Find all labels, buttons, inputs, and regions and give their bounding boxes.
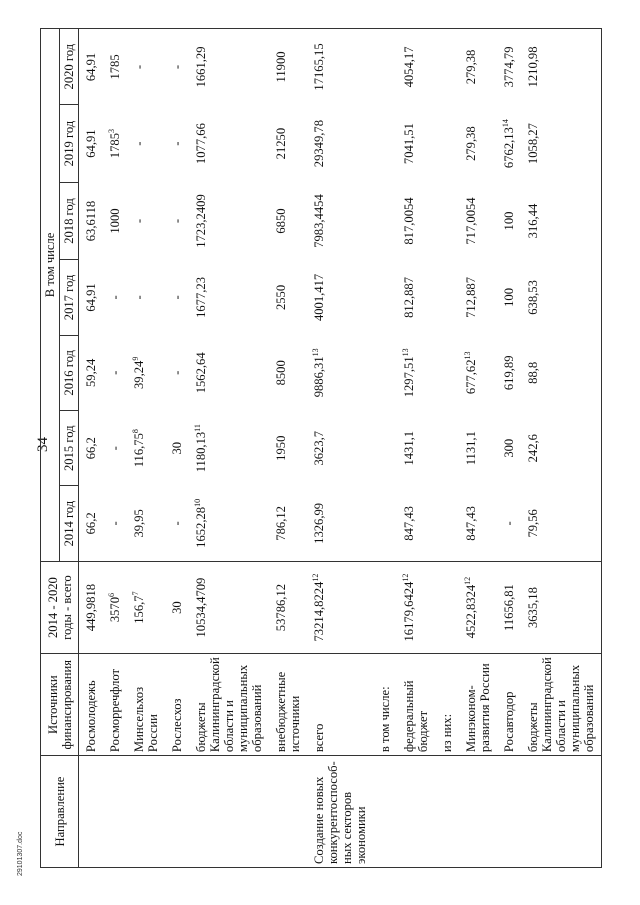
value-cell — [165, 182, 189, 259]
value-cell — [459, 260, 497, 335]
value-text: - — [170, 295, 184, 300]
value-cell — [189, 486, 269, 561]
table-row — [435, 29, 459, 868]
value-text: 39,95 — [132, 509, 146, 538]
value-text: 1058,27 — [526, 123, 540, 165]
value-cell — [397, 561, 435, 653]
table-row — [269, 29, 307, 868]
value-text: 1000 — [108, 208, 122, 234]
value-cell — [435, 105, 459, 182]
source-cell: бюджеты Калининградской области и муниципальных образований — [521, 654, 602, 756]
direction-cell — [459, 756, 497, 868]
table-row — [397, 29, 435, 868]
value-cell — [435, 335, 459, 410]
value-cell — [165, 29, 189, 105]
footnote-ref: 7 — [130, 591, 140, 596]
table-row — [189, 29, 269, 868]
value-cell — [521, 260, 602, 335]
value-cell — [103, 182, 127, 259]
value-text: 316,44 — [526, 203, 540, 239]
table-row — [165, 29, 189, 868]
value-cell — [397, 486, 435, 561]
footnote-ref: 13 — [462, 351, 472, 360]
value-cell — [497, 182, 521, 259]
table-row — [79, 29, 104, 868]
value-text: 88,8 — [526, 361, 540, 384]
value-cell — [189, 260, 269, 335]
footnote-ref: 13 — [400, 348, 410, 357]
header-direction: Направление — [41, 756, 79, 868]
value-text: 156,7 — [132, 595, 146, 624]
header-2018: 2018 год — [60, 182, 79, 259]
value-cell — [79, 29, 104, 105]
value-cell — [269, 105, 307, 182]
source-cell: всего — [307, 654, 373, 756]
value-cell — [79, 486, 104, 561]
value-cell — [397, 260, 435, 335]
value-text: 712,887 — [464, 276, 478, 318]
value-cell — [373, 260, 397, 335]
value-cell — [103, 335, 127, 410]
value-text: 30 — [170, 441, 184, 455]
value-cell — [269, 335, 307, 410]
footnote-ref: 8 — [130, 429, 140, 434]
value-cell — [307, 486, 373, 561]
value-cell — [497, 335, 521, 410]
value-cell — [127, 486, 165, 561]
value-text: 1562,64 — [194, 352, 208, 394]
value-text: 1677,23 — [194, 276, 208, 318]
value-cell — [459, 411, 497, 486]
value-cell — [521, 29, 602, 105]
footnote-ref: 12 — [310, 573, 320, 582]
value-text: 2550 — [274, 284, 288, 311]
direction-cell: Создание новых конкурентоспособ-ных секторов экономики — [307, 756, 373, 868]
value-text: - — [132, 295, 146, 300]
value-cell — [373, 411, 397, 486]
value-cell — [127, 29, 165, 105]
footnote-ref: 11 — [192, 424, 202, 432]
value-text: 1131,1 — [464, 431, 478, 466]
header-2020: 2020 год — [60, 29, 79, 105]
value-text: 1326,99 — [312, 502, 326, 544]
source-cell: внебюджетные источники — [269, 654, 307, 756]
page-number: 34 — [35, 437, 51, 452]
header-2016: 2016 год — [60, 335, 79, 410]
header-2019: 2019 год — [60, 105, 79, 182]
value-text: 3623,7 — [312, 430, 326, 466]
value-cell — [521, 486, 602, 561]
value-cell — [307, 335, 373, 410]
value-text: 1661,29 — [194, 46, 208, 88]
value-cell — [269, 260, 307, 335]
value-cell — [79, 561, 104, 653]
footnote-ref: 3 — [106, 129, 116, 133]
source-cell: Росмолодежь — [79, 654, 104, 756]
value-cell — [397, 411, 435, 486]
table-row — [373, 29, 397, 868]
direction-cell — [165, 756, 189, 868]
value-cell — [79, 260, 104, 335]
value-cell — [165, 486, 189, 561]
value-cell — [79, 105, 104, 182]
value-text: 4054,17 — [402, 46, 416, 88]
value-text: 64,91 — [84, 283, 98, 312]
value-cell — [103, 29, 127, 105]
value-cell — [165, 260, 189, 335]
value-cell — [307, 105, 373, 182]
value-cell — [459, 335, 497, 410]
value-text: 786,12 — [274, 506, 288, 541]
value-text: 847,43 — [402, 506, 416, 541]
value-cell — [521, 335, 602, 410]
value-cell — [397, 182, 435, 259]
value-cell — [459, 105, 497, 182]
value-cell — [521, 411, 602, 486]
value-cell — [307, 182, 373, 259]
value-cell — [459, 486, 497, 561]
source-cell: Минсельхоз России — [127, 654, 165, 756]
value-cell — [459, 182, 497, 259]
value-cell — [497, 105, 521, 182]
value-text: 21250 — [274, 127, 288, 160]
value-cell — [189, 182, 269, 259]
value-text: - — [170, 64, 184, 70]
value-text: 64,91 — [84, 52, 98, 82]
source-cell: в том числе: — [373, 654, 397, 756]
value-cell — [497, 411, 521, 486]
value-cell — [435, 260, 459, 335]
value-text: 677,62 — [464, 359, 478, 395]
value-text: 3570 — [108, 596, 122, 623]
value-cell — [127, 561, 165, 653]
table-body — [79, 29, 602, 868]
value-cell — [397, 335, 435, 410]
rotated-table-container — [40, 28, 620, 868]
value-text: 59,24 — [84, 358, 98, 387]
value-cell — [307, 260, 373, 335]
value-cell — [373, 29, 397, 105]
value-text: 638,53 — [526, 280, 540, 315]
value-cell — [521, 105, 602, 182]
footnote-ref: 12 — [400, 573, 410, 582]
value-text: - — [132, 218, 146, 224]
value-text: 449,9818 — [84, 583, 98, 632]
value-cell — [373, 486, 397, 561]
value-cell — [127, 411, 165, 486]
value-text: 39,24 — [132, 360, 146, 389]
value-text: 11656,81 — [502, 584, 516, 631]
value-cell — [459, 29, 497, 105]
header-2015: 2015 год — [60, 411, 79, 486]
value-text: 812,887 — [402, 276, 416, 318]
value-text: - — [132, 64, 146, 70]
value-text: 100 — [502, 287, 516, 307]
direction-cell — [497, 756, 521, 868]
value-cell — [165, 105, 189, 182]
value-cell — [497, 486, 521, 561]
value-cell — [189, 411, 269, 486]
value-text: 1652,28 — [194, 506, 208, 548]
value-cell — [103, 411, 127, 486]
direction-cell — [435, 756, 459, 868]
footnote-ref: 9 — [130, 356, 140, 361]
value-text: 1297,51 — [402, 356, 416, 398]
value-cell — [127, 260, 165, 335]
table-row — [459, 29, 497, 868]
value-text: 7041,51 — [402, 123, 416, 165]
value-text: 64,91 — [84, 129, 98, 158]
value-text: 279,38 — [464, 126, 478, 161]
value-text: - — [108, 521, 122, 526]
value-cell — [103, 561, 127, 653]
value-text: 279,38 — [464, 49, 478, 85]
header-in-that: В том числе — [41, 29, 60, 562]
value-text: - — [170, 218, 184, 224]
value-text: 11900 — [274, 51, 288, 83]
value-text: 1950 — [274, 435, 288, 461]
value-cell — [189, 29, 269, 105]
table-row — [521, 29, 602, 868]
financing-table — [40, 28, 602, 868]
value-text: 29349,78 — [312, 119, 326, 168]
footnote-ref: 10 — [192, 498, 202, 507]
value-cell — [373, 182, 397, 259]
footnote-ref: 14 — [500, 119, 510, 128]
source-cell: из них: — [435, 654, 459, 756]
value-cell — [397, 29, 435, 105]
source-cell: федеральный бюджет — [397, 654, 435, 756]
value-text: 4001,417 — [312, 273, 326, 322]
footnote-ref: 13 — [310, 348, 320, 357]
value-text: 1077,66 — [194, 123, 208, 165]
value-cell — [165, 335, 189, 410]
value-text: - — [108, 446, 122, 451]
value-cell — [435, 182, 459, 259]
value-text: 1785 — [108, 54, 122, 80]
value-text: 847,43 — [464, 506, 478, 541]
value-cell — [497, 29, 521, 105]
value-cell — [269, 29, 307, 105]
value-cell — [79, 335, 104, 410]
value-cell — [269, 561, 307, 653]
table-row — [307, 29, 373, 868]
value-cell — [307, 29, 373, 105]
value-cell — [189, 561, 269, 653]
header-total: 2014 - 2020 годы - всего — [41, 561, 79, 653]
value-cell — [189, 335, 269, 410]
value-text: 79,56 — [526, 509, 540, 538]
table-row — [103, 29, 127, 868]
header-2017: 2017 год — [60, 260, 79, 335]
value-text: 1785 — [108, 133, 122, 159]
value-text: 100 — [502, 211, 516, 231]
value-text: 1431,1 — [402, 430, 416, 466]
footnote-ref: 6 — [106, 592, 116, 597]
source-cell: Минэконом-развития России — [459, 654, 497, 756]
direction-cell — [269, 756, 307, 868]
direction-cell — [521, 756, 602, 868]
direction-cell — [397, 756, 435, 868]
value-cell — [269, 411, 307, 486]
value-cell — [165, 411, 189, 486]
value-cell — [435, 29, 459, 105]
source-cell: бюджеты Калининградской области и муниципальных образований — [189, 654, 269, 756]
value-text: 53786,12 — [274, 583, 288, 632]
value-cell — [307, 561, 373, 653]
value-text: 30 — [170, 601, 184, 614]
value-text: 8500 — [274, 360, 288, 386]
header-2014: 2014 год — [60, 486, 79, 561]
value-cell — [103, 260, 127, 335]
value-text: 17165,15 — [312, 43, 326, 91]
table-row — [127, 29, 165, 868]
value-text: 116,75 — [132, 433, 146, 468]
direction-cell — [79, 756, 104, 868]
value-text: 1723,2409 — [194, 194, 208, 248]
value-text: 717,0054 — [464, 197, 478, 245]
value-text: - — [170, 370, 184, 375]
footer-doc-code: 29101307.doc — [17, 831, 24, 876]
value-text: 63,6118 — [84, 200, 98, 242]
value-cell — [103, 486, 127, 561]
value-text: 7983,4454 — [312, 194, 326, 248]
header-source: Источники финансирования — [41, 654, 79, 756]
value-cell — [165, 561, 189, 653]
source-cell: Рослесхоз — [165, 654, 189, 756]
value-cell — [521, 561, 602, 653]
value-cell — [127, 182, 165, 259]
value-text: - — [108, 370, 122, 375]
value-text: 1180,13 — [194, 431, 208, 473]
value-text: 73214,8224 — [312, 581, 326, 642]
source-cell: Росморречфлот — [103, 654, 127, 756]
value-text: 66,2 — [84, 437, 98, 460]
value-cell — [373, 561, 397, 653]
value-text: 10534,4709 — [194, 577, 208, 638]
value-cell — [269, 182, 307, 259]
value-text: 4522,8324 — [464, 584, 478, 639]
value-text: 3774,79 — [502, 46, 516, 88]
value-cell — [497, 260, 521, 335]
value-cell — [435, 486, 459, 561]
value-text: 619,89 — [502, 355, 516, 391]
value-text: 66,2 — [84, 512, 98, 535]
value-text: 817,0054 — [402, 197, 416, 245]
value-cell — [189, 105, 269, 182]
value-text: 6850 — [274, 208, 288, 234]
value-text: - — [170, 141, 184, 146]
value-cell — [521, 182, 602, 259]
value-cell — [397, 105, 435, 182]
value-text: 9886,31 — [312, 356, 326, 398]
value-text: - — [108, 295, 122, 300]
value-cell — [103, 105, 127, 182]
value-cell — [459, 561, 497, 653]
value-cell — [497, 561, 521, 653]
value-text: 242,6 — [526, 434, 540, 463]
value-cell — [435, 561, 459, 653]
value-cell — [435, 411, 459, 486]
value-cell — [127, 105, 165, 182]
value-text: - — [502, 521, 516, 526]
direction-cell — [189, 756, 269, 868]
value-text: 1210,98 — [526, 46, 540, 88]
value-cell — [373, 335, 397, 410]
source-cell: Росавтодор — [497, 654, 521, 756]
value-cell — [79, 411, 104, 486]
value-cell — [127, 335, 165, 410]
direction-cell — [103, 756, 127, 868]
value-text: - — [132, 141, 146, 146]
value-cell — [373, 105, 397, 182]
value-cell — [79, 182, 104, 259]
value-text: 6762,13 — [502, 127, 516, 169]
value-text: 16179,6424 — [402, 581, 416, 642]
footnote-ref: 12 — [462, 576, 472, 585]
table-row — [497, 29, 521, 868]
value-text: 300 — [502, 438, 516, 458]
value-cell — [269, 486, 307, 561]
direction-cell — [373, 756, 397, 868]
direction-cell — [127, 756, 165, 868]
value-cell — [307, 411, 373, 486]
value-text: 3635,18 — [526, 587, 540, 629]
value-text: - — [170, 521, 184, 526]
